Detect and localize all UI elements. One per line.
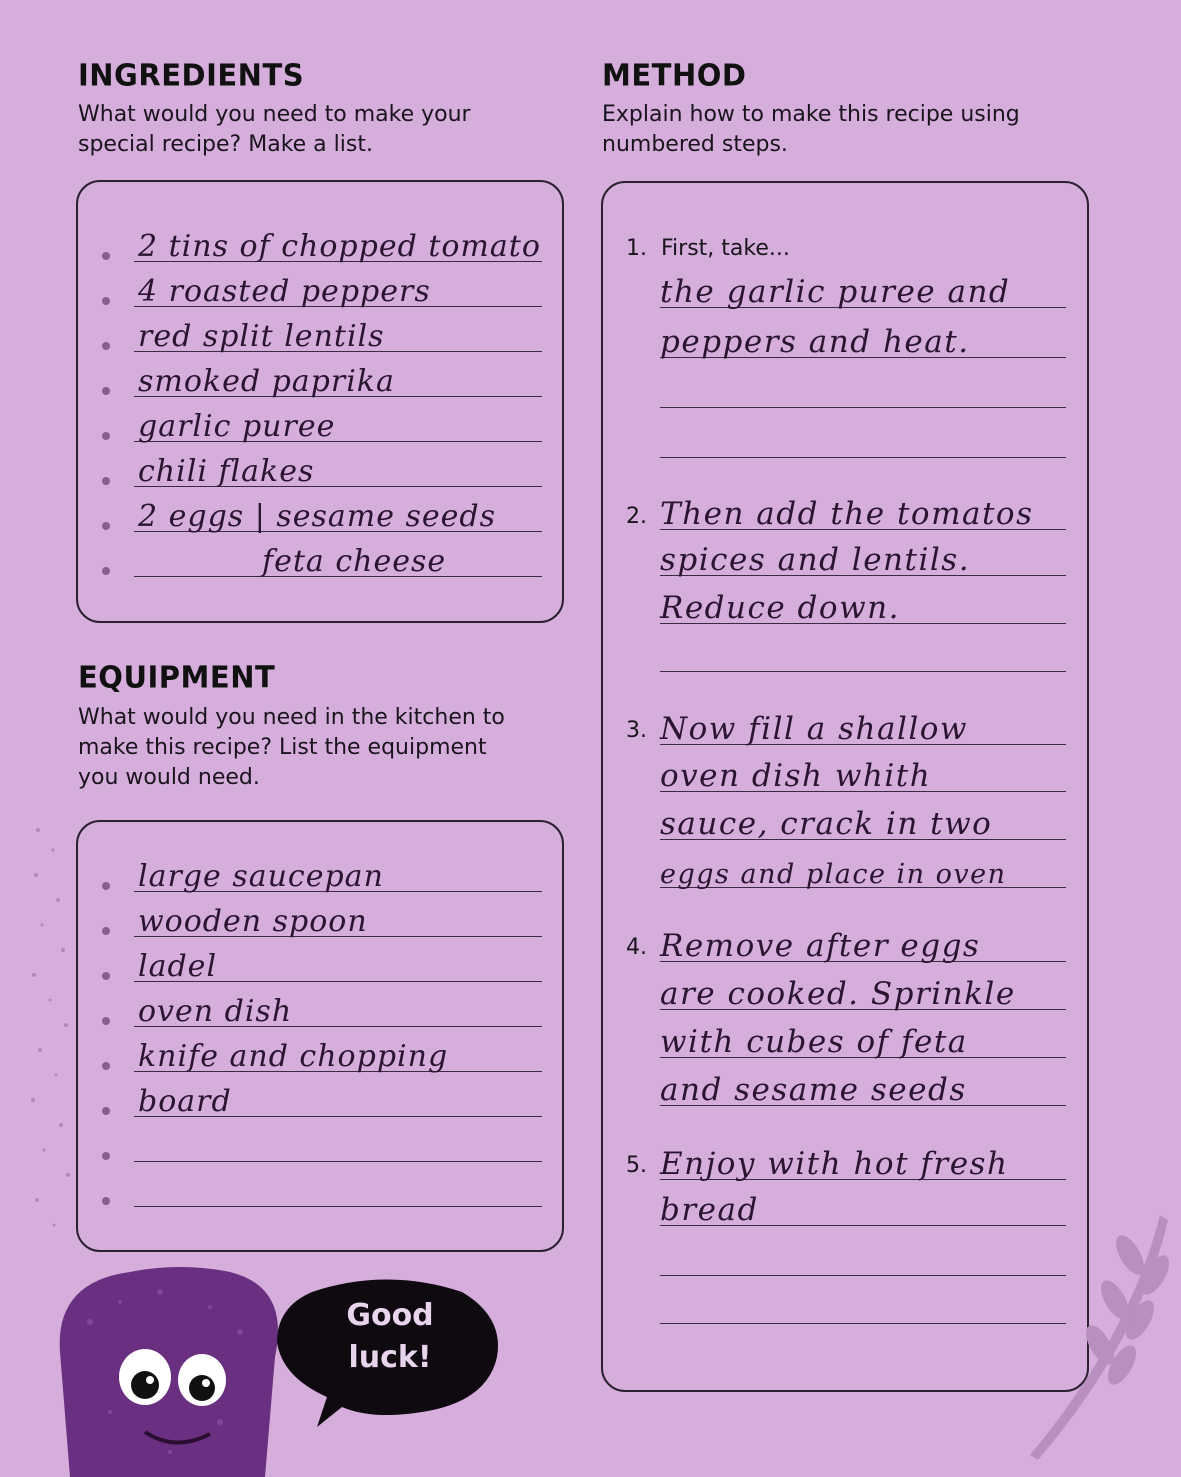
handwritten-text: feta cheese	[262, 544, 447, 579]
handwritten-text: garlic puree	[138, 409, 336, 444]
bullet-icon	[102, 927, 110, 935]
method-line	[660, 1186, 1066, 1226]
handwritten-text: Then add the tomatos	[660, 496, 1034, 532]
handwritten-text: spices and lentils.	[660, 542, 971, 578]
ingredients-heading: INGREDIENTS	[78, 57, 305, 93]
step1-prompt: First, take...	[661, 236, 790, 261]
wheat-icon	[1010, 1215, 1170, 1465]
method-line	[660, 584, 1066, 624]
bullet-icon	[102, 1062, 110, 1070]
equipment-prompt-line1: What would you need in the kitchen to	[78, 705, 505, 730]
handwritten-text: 4 roasted peppers	[138, 274, 431, 309]
list-item	[102, 1132, 542, 1162]
bread-mascot-icon	[50, 1262, 290, 1477]
handwritten-text: Remove after eggs	[660, 928, 981, 964]
handwritten-text: are cooked. Sprinkle	[660, 976, 1016, 1012]
equipment-prompt-line2: make this recipe? List the equipment	[78, 735, 487, 760]
list-item	[102, 994, 542, 1029]
list-item	[102, 274, 542, 309]
method-line	[660, 632, 1066, 672]
bullet-icon	[102, 342, 110, 350]
handwritten-text: ladel	[138, 949, 218, 984]
ingredients-prompt-line2: special recipe? Make a list.	[78, 132, 373, 157]
method-line	[660, 848, 1066, 888]
handwritten-text: Enjoy with hot fresh	[660, 1146, 1009, 1182]
list-item	[102, 949, 542, 984]
method-line	[660, 970, 1066, 1010]
handwritten-text: and sesame seeds	[660, 1072, 967, 1108]
handwritten-text: Now fill a shallow	[660, 711, 968, 747]
handwritten-text: 2 tins of chopped tomato	[138, 229, 541, 264]
method-line	[660, 922, 1066, 962]
method-line	[660, 1018, 1066, 1058]
method-line	[660, 368, 1066, 408]
equipment-prompt-line3: you would need.	[78, 765, 260, 790]
handwritten-text: the garlic puree and	[660, 274, 1011, 310]
method-line	[660, 1066, 1066, 1106]
equipment-heading: EQUIPMENT	[78, 659, 276, 695]
handwritten-text: bread	[660, 1192, 759, 1228]
handwritten-text: wooden spoon	[138, 904, 368, 939]
bubble-line1: Good	[346, 1298, 434, 1333]
bullet-icon	[102, 1107, 110, 1115]
handwritten-text: eggs and place in oven	[660, 859, 1007, 890]
bullet-icon	[102, 1152, 110, 1160]
handwritten-text: smoked paprika	[138, 364, 395, 399]
method-prompt-line1: Explain how to make this recipe using	[602, 102, 1020, 127]
bullet-icon	[102, 567, 110, 575]
list-item	[102, 319, 542, 354]
method-line	[660, 752, 1066, 792]
bullet-icon	[102, 432, 110, 440]
method-line	[660, 490, 1066, 530]
handwritten-text: 2 eggs | sesame seeds	[138, 499, 497, 534]
ingredients-prompt-line1: What would you need to make your	[78, 102, 471, 127]
handwritten-text: knife and chopping	[138, 1039, 449, 1074]
list-item	[102, 859, 542, 894]
list-item	[102, 454, 542, 489]
bullet-icon	[102, 252, 110, 260]
method-line	[660, 800, 1066, 840]
list-item	[102, 409, 542, 444]
list-item	[102, 904, 542, 939]
method-line	[660, 1284, 1066, 1324]
list-item	[102, 1084, 542, 1119]
handwritten-text: chili flakes	[138, 454, 315, 489]
bullet-icon	[102, 1197, 110, 1205]
step-number: 1.	[626, 236, 647, 261]
method-heading: METHOD	[602, 57, 747, 93]
method-line	[660, 705, 1066, 745]
list-item	[102, 499, 542, 534]
step-number: 3.	[626, 718, 647, 743]
handwritten-text: red split lentils	[138, 319, 385, 354]
bullet-icon	[102, 477, 110, 485]
handwritten-text: with cubes of feta	[660, 1024, 968, 1060]
method-line	[660, 1140, 1066, 1180]
bullet-icon	[102, 972, 110, 980]
method-line	[660, 1236, 1066, 1276]
bullet-icon	[102, 387, 110, 395]
list-item	[102, 1039, 542, 1074]
step-number: 5.	[626, 1153, 647, 1178]
list-item	[102, 544, 542, 579]
list-item	[102, 1177, 542, 1207]
bullet-icon	[102, 1017, 110, 1025]
method-line	[660, 418, 1066, 458]
speech-bubble-text	[300, 1295, 480, 1379]
speckle-decoration-icon	[28, 820, 78, 1240]
method-line	[660, 318, 1066, 358]
method-line	[660, 536, 1066, 576]
step-number: 2.	[626, 504, 647, 529]
bullet-icon	[102, 522, 110, 530]
bullet-icon	[102, 882, 110, 890]
handwritten-text: peppers and heat.	[660, 324, 970, 360]
bubble-line2: luck!	[348, 1340, 432, 1375]
list-item	[102, 229, 542, 264]
method-line	[660, 268, 1066, 308]
bullet-icon	[102, 297, 110, 305]
handwritten-text: oven dish	[138, 994, 293, 1029]
step-number: 4.	[626, 935, 647, 960]
handwritten-text: Reduce down.	[660, 590, 900, 626]
handwritten-text: oven dish whith	[660, 758, 932, 794]
method-prompt-line2: numbered steps.	[602, 132, 788, 157]
handwritten-text: large saucepan	[138, 859, 384, 894]
handwritten-text: sauce, crack in two	[660, 806, 993, 842]
handwritten-text: board	[138, 1084, 232, 1119]
list-item	[102, 364, 542, 399]
